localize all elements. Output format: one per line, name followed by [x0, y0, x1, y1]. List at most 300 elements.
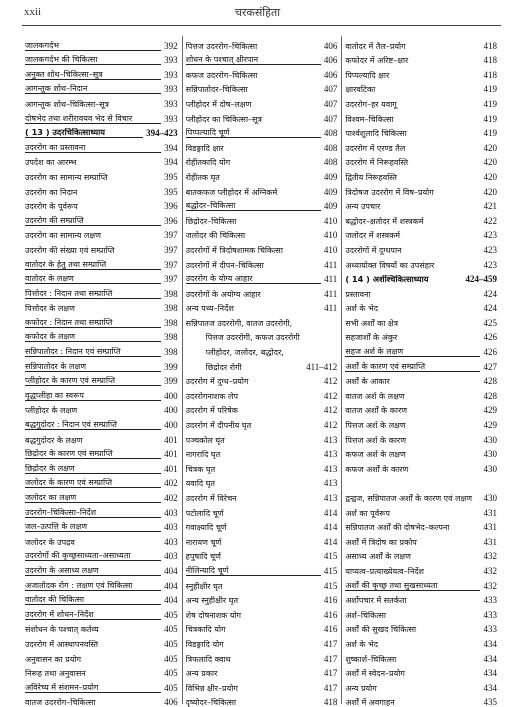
entry-page-number: 393 [164, 84, 178, 95]
entry-title: अध्यायोक्त विषयों का उपसंहार [345, 260, 435, 270]
entry-title: अर्शों के कारण एवं सम्प्राप्ति [345, 362, 480, 372]
entry-page-number: 412 [323, 405, 338, 416]
entry-page-number: 398 [164, 288, 178, 299]
entry-title: शुष्कार्श–चिकित्सा [345, 654, 397, 664]
entry-page-number: 419 [483, 84, 497, 95]
index-entry [22, 459, 182, 474]
index-entry [342, 357, 501, 372]
index-entry [183, 561, 342, 576]
entry-page-number: 402 [164, 493, 178, 503]
index-entry [183, 576, 342, 591]
index-entry [342, 182, 501, 197]
entry-title: प्लीहोदर का चिकित्सा–सूत्र [185, 114, 262, 124]
entry-title: अर्श–चिकित्सा [345, 610, 387, 620]
entry-title: सन्निपातोदर–चिकित्सा [185, 85, 248, 95]
entry-title: संशोधन के पश्चात् कर्तव्य [25, 625, 99, 635]
entry-title: बद्धगुदोदर : निदान एवं सम्प्राप्ति [25, 420, 161, 430]
index-entry [22, 547, 182, 562]
entry-title: विभिन्न क्षीर–प्रयोग [185, 683, 238, 693]
entry-page-number: 398 [164, 317, 178, 328]
index-entry [22, 328, 182, 343]
index-entry [342, 547, 501, 562]
entry-title: ( 14 ) अर्शश्चिकित्साध्याय [345, 275, 429, 285]
index-entry [22, 65, 182, 80]
entry-title: अर्श का पूर्वरूप [345, 508, 390, 518]
index-entry [183, 401, 342, 416]
index-entry [183, 255, 342, 270]
index-entry [342, 299, 501, 314]
entry-title: अन्य स्नुहीक्षीर घृत [185, 596, 239, 606]
index-entry [342, 65, 501, 80]
entry-title: दोषभेद तथा शरीरावयव भेद से विचार [25, 114, 161, 124]
index-entry [22, 445, 182, 460]
index-entry [22, 153, 182, 168]
entry-page-number: 399 [164, 361, 178, 372]
index-entry [342, 167, 501, 182]
index-entry [183, 226, 342, 241]
index-entry [183, 415, 342, 430]
page-number: xxii [24, 6, 42, 18]
entry-title: छिद्रोदर के लक्षण [25, 464, 161, 474]
entry-title: विडङ्गादि क्षार [185, 143, 224, 153]
index-entry [22, 678, 182, 693]
entry-page-number: 416 [323, 609, 338, 620]
entry-title: बातकफज प्लीहोदर में अग्निकर्म [185, 187, 278, 197]
entry-title: उदररोगों की कृच्छ्रसाध्यता–असाध्यता [25, 551, 161, 561]
entry-title: छिद्रोदर के कारण एवं सम्प्राप्ति [25, 449, 161, 459]
entry-page-number: 408 [323, 128, 338, 139]
entry-title: शोधन के पश्चात् क्षीरपान [186, 55, 321, 65]
entry-title: द्वन्द्वज, सन्निपातज अर्शों के कारण एवं लक्षण [345, 494, 473, 503]
entry-page-number: 400 [164, 405, 178, 416]
entry-page-number: 416 [323, 595, 338, 606]
entry-title: अन्य पथ्य–निर्देश [185, 304, 234, 314]
entry-title: उदररोगों में दुग्धपान [345, 245, 402, 255]
entry-page-number: 420 [483, 171, 497, 182]
entry-page-number: 394 [164, 142, 178, 153]
entry-page-number: 403 [164, 551, 178, 562]
entry-page-number: 406 [323, 55, 338, 66]
index-entry [22, 401, 182, 416]
entry-title: उदररोग में आस्थापनवस्ति [25, 639, 99, 649]
entry-title: सहज अर्श के लक्षण [345, 347, 480, 357]
index-entry [22, 634, 182, 649]
entry-page-number: 405 [164, 609, 178, 620]
entry-page-number: 431 [483, 507, 497, 518]
entry-page-number: 403 [164, 536, 178, 547]
index-entry [342, 445, 501, 460]
entry-page-number: 398 [164, 303, 178, 314]
entry-title: उदररोग–चिकित्सा–निर्देश [25, 508, 161, 518]
index-entry [342, 255, 501, 270]
entry-page-number: 419 [483, 113, 497, 124]
index-entry [183, 430, 342, 445]
entry-title: सभी अर्शों का क्षेत्र [345, 318, 399, 328]
entry-title: याप्यत्व–प्रत्याख्येयत्व–निर्देश [345, 566, 424, 576]
index-entry [342, 649, 501, 664]
entry-title: पित्तज अर्श के कारण [345, 435, 406, 445]
index-entry [22, 576, 182, 591]
entry-title: अर्श के भेद [345, 304, 378, 314]
entry-page-number: 418 [483, 40, 497, 51]
entry-page-number: 433 [483, 595, 497, 606]
index-entry [22, 299, 182, 314]
index-entry [22, 591, 182, 606]
entry-title: ( 13 ) उदरचिकित्साध्याय [25, 128, 143, 138]
index-entry [342, 51, 501, 66]
entry-page-number: 393 [164, 113, 178, 124]
entry-title: वातोदर के हेतु तथा सम्प्राप्ति [25, 260, 161, 270]
entry-page-number: 411 [324, 274, 338, 285]
entry-page-number: 394–423 [146, 128, 178, 139]
entry-page-number: 398 [164, 347, 178, 358]
index-entry [342, 430, 501, 445]
index-entry [22, 182, 182, 197]
entry-title: आगन्तुक शोथ–निदान [25, 84, 161, 94]
entry-page-number: 400 [164, 390, 178, 401]
entry-title: हपुषादि चूर्ण [185, 552, 221, 562]
entry-title: उदररोग का निदान [25, 187, 78, 197]
entry-page-number: 392 [164, 40, 178, 51]
entry-page-number: 423 [483, 259, 497, 270]
index-entry [342, 415, 501, 430]
entry-page-number: 394 [164, 157, 178, 168]
entry-page-number: 397 [164, 274, 178, 285]
index-entry [22, 372, 182, 387]
entry-title: उदररोग के योग्य आहार [186, 274, 321, 284]
index-entry [183, 620, 342, 635]
index-entry [342, 518, 501, 533]
entry-page-number: 418 [483, 55, 497, 66]
index-entry [22, 138, 182, 153]
entry-title: जलोदर के उपद्रव [25, 537, 75, 547]
entry-title: पित्तोदर के लक्षण [25, 304, 75, 314]
index-entry [342, 109, 501, 124]
entry-title: पटोलादि चूर्ण [185, 508, 224, 518]
index-entry [183, 532, 342, 547]
index-entry [342, 678, 501, 693]
entry-title: उदररोग का सामान्य लक्षण [25, 231, 101, 241]
entry-title: कफज उदररोग–चिकित्सा [185, 70, 258, 80]
entry-page-number: 407 [323, 113, 338, 124]
entry-page-number: 433 [483, 609, 497, 620]
index-entry [342, 36, 501, 51]
entry-title: गवाक्ष्यादि चूर्ण [185, 523, 227, 533]
index-entry [183, 80, 342, 95]
entry-page-number: 433 [483, 624, 497, 635]
entry-page-number: 405 [164, 668, 178, 679]
index-entry [22, 561, 182, 576]
entry-title: अनुक्त शोथ–चिकित्सा–सूत्र [25, 70, 161, 80]
entry-title: उदररोग में एरण्ड तैल [345, 143, 406, 153]
entry-title: उदररोग की संख्या एवं सम्प्राप्ति [25, 245, 115, 255]
entry-page-number: 399 [164, 376, 178, 387]
entry-page-number: 415 [323, 565, 338, 576]
index-entry [342, 386, 501, 401]
entry-page-number: 430 [483, 463, 497, 474]
entry-title: अर्शों की कृच्छ्र तथा सुखसाध्यता [345, 581, 480, 591]
entry-title: वातज अर्श के लक्षण [345, 391, 405, 401]
index-entry [342, 240, 501, 255]
index-entry [183, 94, 342, 109]
entry-title: उदररोग में शोधन–निर्देश [25, 610, 161, 620]
index-entry [183, 313, 342, 328]
entry-title: पित्तज उदररोगी, कफज उदररोगी [205, 333, 300, 343]
entry-title: सन्निपातोदर : निदान एवं सम्प्राप्ति [25, 347, 161, 357]
entry-title: क्षारवटिका [345, 85, 376, 95]
entry-page-number: 407 [323, 98, 338, 109]
entry-title: अजातोदक रोग : लक्षण एवं चिकित्सा [25, 581, 161, 591]
entry-page-number: 434 [483, 653, 497, 664]
entry-page-number: 424 [483, 288, 497, 299]
entry-page-number: 417 [323, 638, 338, 649]
entry-page-number: 427 [483, 361, 497, 372]
index-entry [342, 80, 501, 95]
index-entry [22, 518, 182, 533]
index-entry [22, 605, 182, 620]
entry-page-number: 410 [323, 215, 338, 226]
entry-title: सन्निपातोदर के लक्षण [25, 362, 161, 372]
entry-title: पिप्पल्यादि चूर्ण [186, 128, 321, 138]
entry-title: जल–उत्पत्ति के लक्षण [25, 522, 161, 532]
entry-page-number: 412 [323, 420, 338, 431]
entry-page-number: 409 [323, 201, 338, 212]
entry-title: अर्श के भेद [345, 639, 378, 649]
index-entry [22, 36, 182, 51]
index-entry [342, 328, 501, 343]
entry-title: प्लीहोदर के लक्षण [25, 406, 78, 416]
index-entry [22, 386, 182, 401]
entry-title: पित्तज उदररोग–चिकित्सा [185, 41, 258, 51]
entry-page-number: 412 [323, 390, 338, 401]
index-entry [183, 459, 342, 474]
entry-page-number: 393 [164, 69, 178, 80]
entry-page-number: 420 [483, 157, 497, 168]
entry-page-number: 423 [483, 244, 497, 255]
entry-page-number: 434 [483, 638, 497, 649]
index-entry [22, 226, 182, 241]
section-heading [342, 270, 501, 285]
index-entry [183, 211, 342, 226]
index-entry [342, 576, 501, 591]
entry-page-number: 412 [323, 376, 338, 387]
entry-page-number: 411 [324, 259, 338, 270]
index-entry [22, 415, 182, 430]
index-entry [183, 109, 342, 124]
entry-title: कफज अर्श के लक्षण [345, 450, 406, 460]
entry-page-number: 429 [483, 420, 497, 431]
index-entry [22, 197, 182, 212]
entry-title: अन्य उपचार [345, 202, 381, 212]
index-column-2 [182, 36, 342, 707]
entry-title: पित्तोदर : निदान तथा सम्प्राप्ति [25, 289, 161, 299]
entry-page-number: 426 [483, 347, 497, 358]
entry-page-number: 403 [164, 507, 178, 518]
entry-page-number: 426 [483, 332, 497, 343]
entry-page-number: 402 [164, 478, 178, 489]
entry-page-number: 432 [483, 580, 497, 591]
index-entry [183, 634, 342, 649]
entry-title: अर्शों में त्रिदोष का प्रकोप [345, 537, 417, 547]
entry-page-number: 422 [483, 215, 497, 226]
entry-title: निरूह तथा अनुवासन [25, 669, 86, 679]
index-entry [22, 430, 182, 445]
page-header [0, 0, 515, 40]
entry-page-number: 405 [164, 638, 178, 649]
entry-title: अन्य प्रयोग [345, 683, 377, 693]
entry-title: जलोदर की चिकित्सा [185, 231, 246, 241]
entry-title: सन्निपातज उदररोगी, वातज उदररोगी, [185, 318, 293, 328]
entry-title: रोहीतक घृत [185, 172, 220, 182]
index-entry [183, 65, 342, 80]
index-entry [183, 328, 342, 343]
entry-page-number: 415 [323, 580, 338, 591]
entry-page-number: 405 [164, 682, 178, 693]
entry-page-number: 397 [164, 259, 178, 270]
index-entry [183, 591, 342, 606]
index-entry [22, 211, 182, 226]
index-entry [22, 664, 182, 679]
entry-title: त्रिदोषज उदररोग में विष–प्रयोग [345, 187, 434, 197]
index-entry [183, 605, 342, 620]
entry-page-number: 430 [483, 449, 497, 460]
entry-title: प्लीहोदर के कारण एवं सम्प्राप्ति [25, 376, 161, 386]
entry-title: नारायण चूर्ण [185, 537, 222, 547]
entry-title: नागरादि घृत [185, 450, 221, 460]
entry-title: पिप्पल्यादि क्षार [345, 70, 390, 80]
entry-title: उदररोग–हर यवागू [345, 99, 397, 109]
entry-title: वृद्धप्लीहा का स्वरूप [25, 391, 161, 401]
running-title: चरकसंहिता [234, 6, 281, 19]
entry-title: अर्शों के आकार [345, 377, 390, 387]
entry-title: वातोदर की चिकित्सा [25, 595, 161, 605]
index-entry [183, 138, 342, 153]
entry-page-number: 421 [483, 201, 497, 212]
index-entry [22, 488, 182, 503]
entry-page-number: 407 [323, 84, 338, 95]
index-columns [22, 36, 501, 707]
entry-page-number: 413 [323, 449, 338, 460]
entry-title: अर्शोपचार में सतर्कता [345, 596, 407, 606]
entry-title: उदररोग में विरेचन [185, 494, 237, 503]
entry-title: उदररोगों में त्रिदोषशामक चिकित्सा [185, 245, 283, 255]
index-entry [342, 226, 501, 241]
entry-page-number: 413 [323, 434, 338, 445]
entry-title: पित्तज अर्श के लक्षण [345, 421, 406, 431]
entry-title: उदररोग के पूर्वरूप [25, 202, 78, 212]
index-column-3 [341, 36, 501, 707]
index-entry [342, 197, 501, 212]
entry-page-number: 408 [323, 157, 338, 168]
index-entry [22, 255, 182, 270]
entry-page-number: 411 [324, 288, 338, 299]
entry-page-number: 416 [323, 624, 338, 635]
entry-page-number: 411 [324, 303, 338, 314]
index-entry [183, 284, 342, 299]
entry-page-number: 400 [164, 420, 178, 431]
entry-page-number: 404 [164, 565, 178, 576]
index-entry [183, 124, 342, 139]
entry-title: प्रस्तावना [345, 289, 371, 299]
entry-page-number: 414 [323, 536, 338, 547]
entry-title: वातज उदररोग–चिकित्सा [25, 698, 96, 707]
index-entry [183, 153, 342, 168]
index-entry [342, 124, 501, 139]
entry-page-number: 397 [164, 230, 178, 241]
index-entry [22, 620, 182, 635]
entry-title: अन्य प्रकार [185, 669, 218, 679]
entry-title: बद्धोदर–चिकित्सा [186, 201, 321, 211]
entry-title: दृष्योदर–चिकित्सा [185, 698, 237, 707]
entry-page-number: 420 [483, 142, 497, 153]
entry-page-number: 393 [164, 55, 178, 66]
entry-page-number: 420 [483, 186, 497, 197]
entry-title: वातोदर के लक्षण [25, 274, 161, 284]
entry-page-number: 424–459 [465, 274, 497, 285]
entry-page-number: 432 [483, 565, 497, 576]
entry-title: विडङ्गादि योग [185, 639, 224, 649]
index-entry [183, 51, 342, 66]
entry-title: अर्शों में अवगाहन [345, 698, 395, 707]
entry-page-number: 395 [164, 186, 178, 197]
entry-page-number: 430 [483, 434, 497, 445]
index-entry [342, 372, 501, 387]
index-entry [22, 109, 182, 124]
entry-page-number: 397 [164, 244, 178, 255]
index-entry [183, 372, 342, 387]
entry-title: स्नुहीक्षीर घृत [185, 581, 223, 591]
entry-page-number: 429 [483, 405, 497, 416]
index-entry [183, 518, 342, 533]
index-column-1 [22, 36, 182, 707]
entry-title: वातोदर में तैल–प्रयोग [345, 41, 406, 51]
entry-title: पञ्चकोल घृत [185, 435, 225, 445]
entry-title: उदररोग का सामान्य सम्प्राप्ति [25, 172, 108, 182]
entry-page-number: 417 [323, 653, 338, 664]
entry-page-number: 409 [323, 171, 338, 182]
index-entry [342, 401, 501, 416]
entry-page-number: 413 [323, 463, 338, 474]
index-entry [183, 167, 342, 182]
entry-page-number: 401 [164, 434, 178, 445]
entry-title: द्वितीय निरूहवस्ति [345, 172, 397, 182]
entry-page-number: 405 [164, 653, 178, 664]
entry-page-number: 406 [323, 69, 338, 80]
index-entry [183, 547, 342, 562]
entry-title: उदररोगनाशक लेप [185, 391, 239, 401]
index-entry [183, 197, 342, 212]
entry-page-number: 430 [483, 493, 497, 503]
entry-title: उदररोगों के अयोग्य आहार [185, 289, 261, 299]
entry-title: सहजार्शों के अंकुर [345, 333, 398, 343]
entry-title: प्लीहोदर में दोष–लक्षण [185, 99, 252, 109]
index-entry [183, 386, 342, 401]
entry-title: जलोदर के कारण एवं सम्प्राप्ति [25, 478, 161, 488]
entry-page-number: 414 [323, 507, 338, 518]
entry-title: कफोदर में अरिष्ट–क्षार [345, 56, 409, 66]
entry-title: अर्शों में स्वेदन–प्रयोग [345, 669, 405, 679]
index-entry [183, 503, 342, 518]
entry-page-number: 435 [483, 697, 497, 707]
entry-page-number: 417 [323, 668, 338, 679]
entry-page-number: 434 [483, 682, 497, 693]
index-entry [342, 620, 501, 635]
entry-title: बद्धगुदोदर के लक्षण [25, 435, 83, 445]
index-entry [342, 284, 501, 299]
index-entry [342, 664, 501, 679]
entry-page-number: 431 [483, 522, 497, 533]
index-entry [342, 153, 501, 168]
